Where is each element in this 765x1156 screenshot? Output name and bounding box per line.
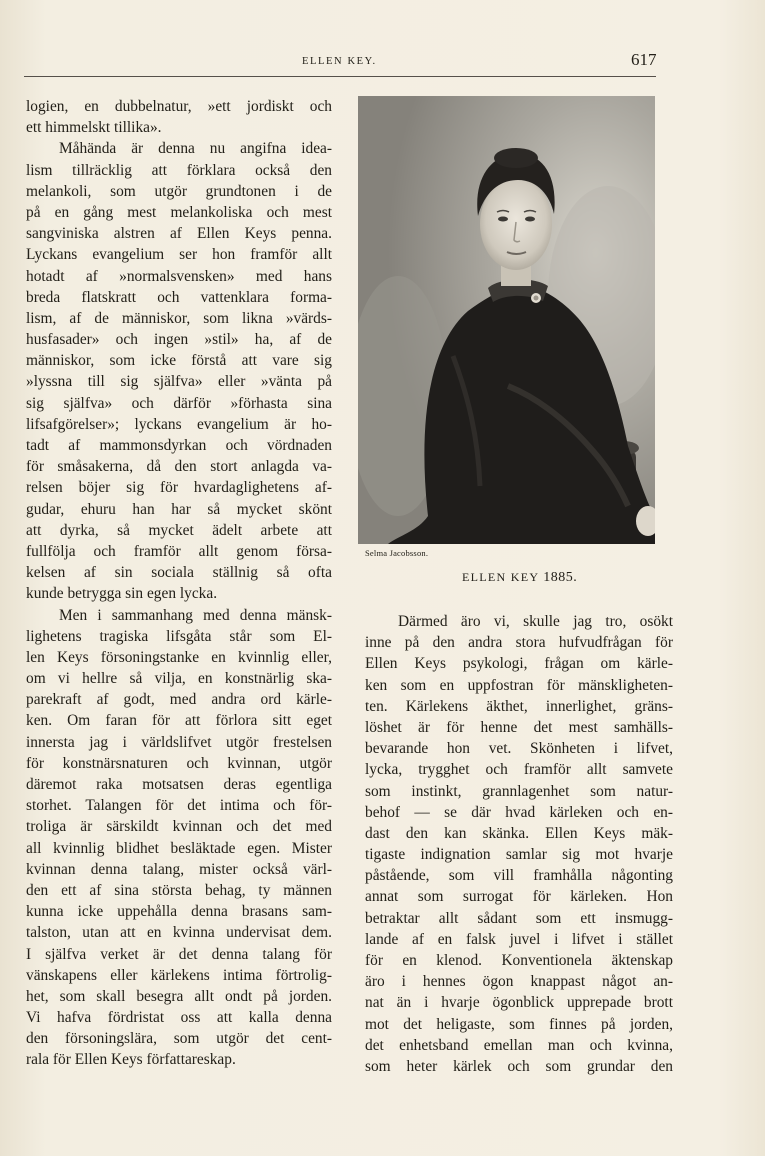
caption-year: 1885. [543,570,578,585]
text-line: Lyckans evangelium ser hon framför allt [26,246,332,264]
text-line: lism, af de människor, som likna »värds- [26,309,332,327]
text-line: lism tillräcklig att förklara också den [26,161,332,179]
text-line: melankoli, som utgör grundtonen i de [26,182,332,200]
text-line: innersta jag i världslifvet utgör frestelsen [26,733,332,751]
text-line: på en gång mest melankoliska och mest [26,203,332,221]
text-line: logien, en dubbelnatur, »ett jordiskt och [26,98,332,115]
text-line: som heter kärlek och som grundar den [365,1057,673,1075]
header-rule [24,76,656,77]
text-line: len Keys försoningstanke en kvinnlig eller, [26,648,332,666]
text-line: rala för Ellen Keys författareskap. [26,1051,236,1069]
text-line: kunde betrygga sin egen lycka. [26,585,218,603]
text-line: storhet. Talangen för det intima och för- [26,797,332,815]
text-line: kvinnan denna talang, mister också värl- [26,860,332,878]
text-line: behof — se där hvad kärleken och en- [365,803,673,821]
text-line: människor, som icke förstå att vare sig [26,352,332,370]
caption-name: ELLEN KEY [462,570,539,584]
text-line: hotadt af »normalsvensken» med hans [26,267,332,285]
text-line: betraktar allt sådant som ett insmugg- [365,909,673,927]
text-line: Måhända är denna nu angifna idea- [59,140,332,158]
text-line: löshet är för henne det mest samhälls- [365,718,673,736]
text-line: husfasader» och ingen »stil» ha, af de [26,331,332,349]
running-head: ELLEN KEY. [302,56,377,67]
text-line: ken som en uppfostran för mänskligheten- [365,676,673,694]
text-line: för en klenod. Konventionela äktenskap [365,952,673,969]
text-line: ken. Om faran för att förlora sitt eget [26,712,332,730]
right-text-column [365,611,673,1077]
portrait-illustration [358,96,655,544]
text-line: som instinkt, grannlagenhet som natur- [365,782,673,800]
text-line: annat som surrogat för kärleken. Hon [365,888,673,906]
text-line: tadt af mammonsdyrkan och vördnaden [26,437,332,454]
text-line: Ellen Keys psykologi, frågan om kärle- [365,655,673,673]
text-line: påstående, som vill framhålla någonting [365,867,673,885]
text-line: Vi hafva fördristat oss att kalla denna [26,1009,332,1027]
text-line: den försoningslära, som utgör det cent- [26,1030,332,1048]
text-line: breda flatskratt och vattenklara forma- [26,288,332,306]
text-line: tigaste indignation samlar sig mot hvarje [365,846,673,864]
text-line: bevarande hon vet. Skönheten i lifvet, [365,740,673,758]
text-line: däremot raka motsatsen deras egentliga [26,776,332,793]
text-line: relsen böjer sig för hvardaglighetens af- [26,479,332,497]
text-line: om vi hellre så vilja, en konstnärlig ska- [26,670,332,688]
text-line: kunna icke uppehålla denna brasans sam- [26,903,332,921]
text-line: nat än i hvarje ögonblick upprepade brott [365,994,673,1012]
text-line: lifsafgörelser»; lyckans evangelium är ho- [26,415,332,433]
text-line: inne på den andra stora hufvudfrågan för [365,634,673,652]
text-line: ett himmelskt tillika». [26,119,162,137]
text-line: sig själfva» och därför »förhasta sina [26,394,332,412]
portrait-photo [358,96,655,544]
text-line: troliga är särskildt kvinnan och det med [26,818,332,836]
text-line: lycka, trygghet och framför allt samvete [365,761,673,779]
text-line: mot det heligaste, som finnes på jorden, [365,1015,673,1033]
text-line: ten. Kärlekens äkthet, innerlighet, gräns- [365,697,673,715]
text-line: »lyssna till sig själfva» eller »vänta på [26,373,332,391]
text-line: vänskapens eller kärlekens intima förtrolig- [26,966,332,984]
text-line: sangviniska alstren af Ellen Keys penna. [26,225,332,243]
text-line: parekraft af godt, med andra ord kärle- [26,691,332,709]
text-line: Därmed äro vi, skulle jag tro, osökt [398,613,673,630]
page-number: 617 [631,50,657,69]
text-line: den ett af sina största behag, ty männen [26,881,332,899]
text-line: talston, utan att en kvinna undervisat dem. [26,924,332,942]
figure-caption [462,570,577,586]
text-line: het, som skall besegra allt ondt på jorden. [26,987,332,1005]
photo-credit: Selma Jacobsson. [365,548,429,558]
text-line: Men i sammanhang med denna mänsk- [59,606,332,624]
text-line: dast den kan skänka. Ellen Keys mäk- [365,824,673,842]
text-line: kelsen af sin sociala ställnig så ofta [26,564,332,582]
text-line: all kvinnlig blidhet besläktade egen. Mister [26,839,332,857]
text-line: äro i hennes ögon knappast något an- [365,973,673,991]
text-line: I själfva verket är det denna talang för [26,945,332,963]
text-line: att dyrka, så mycket ädelt arbete att [26,521,332,539]
text-line: gudar, ehuru han har så mycket skönt [26,500,332,518]
text-line: lighetens tragiska lifsgåta står som El- [26,627,332,645]
text-line: för småsakerna, då den stort anlagda va- [26,458,332,476]
text-line: för konstnärsnaturen och kvinnan, utgör [26,754,332,772]
text-line: lande af en falsk juvel i lifvet i stället [365,930,673,948]
text-line: fullfölja och framför allt genom försa- [26,542,332,560]
left-text-column [26,96,332,1071]
text-line: det enhetsband emellan man och kvinna, [365,1036,673,1054]
